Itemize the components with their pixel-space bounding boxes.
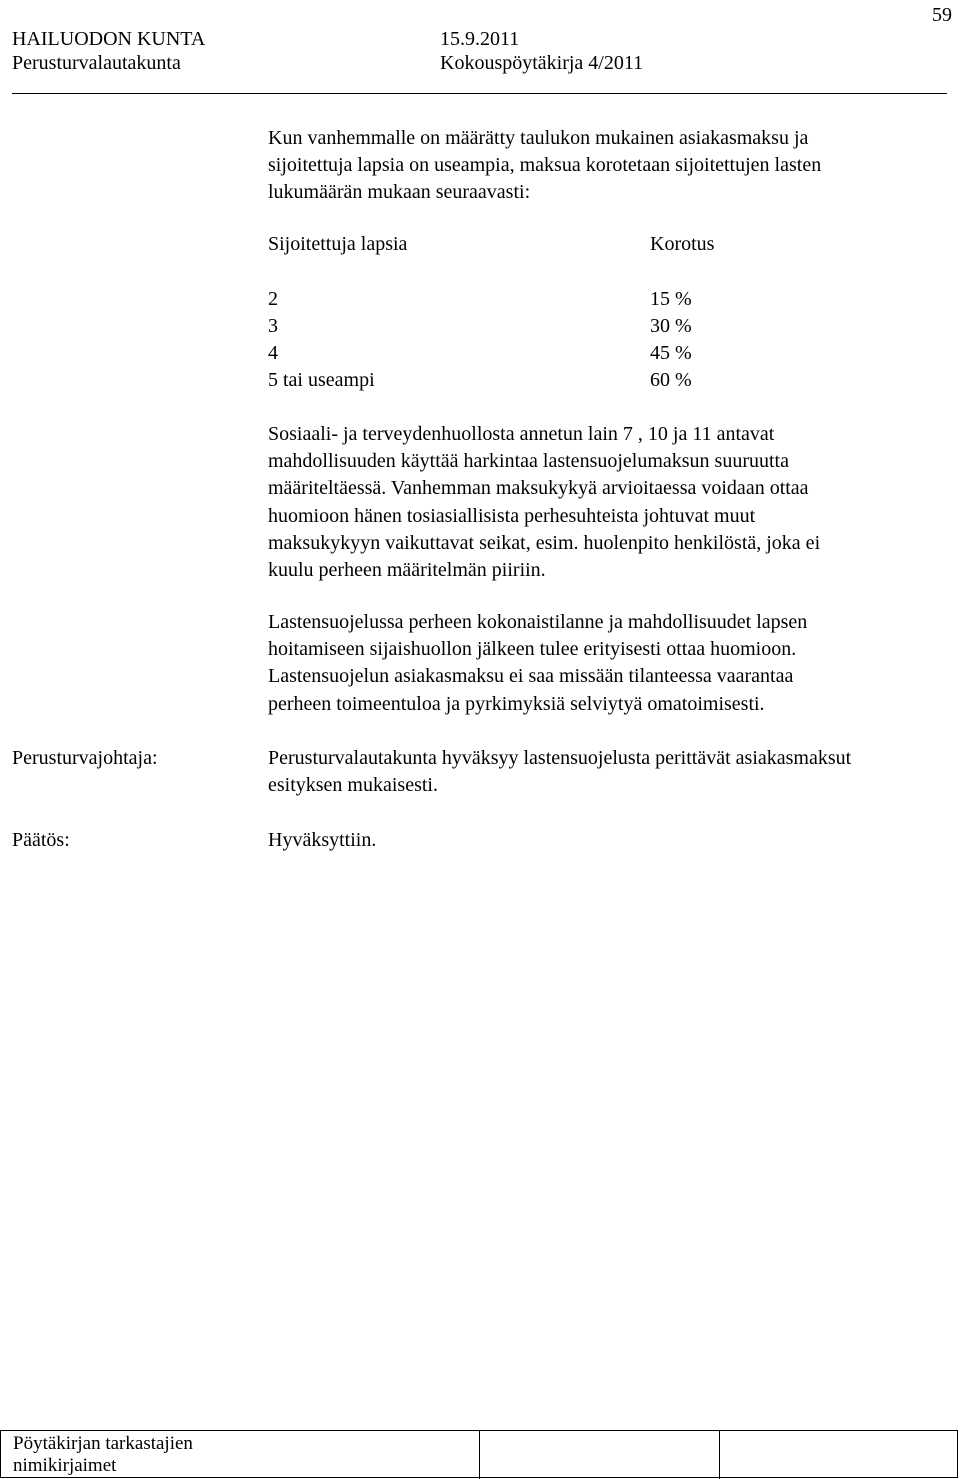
table-cell: 2 [268,288,278,310]
table-cell: 60 % [650,369,692,391]
table-cell: 45 % [650,342,692,364]
paragraph-line: Sosiaali- ja terveydenhuollosta annetun lain 7 , 10 ja 11 antavat [268,423,775,445]
paragraph-child-welfare [268,609,948,718]
header-date: 15.9.2011 [440,28,520,50]
table-cell: 30 % [650,315,692,337]
decision-line: Hyväksyttiin. [268,829,377,851]
proposal-label: Perusturvajohtaja: [12,747,158,769]
table-cell: 4 [268,342,278,364]
table-header-children: Sijoitettuja lapsia [268,233,408,255]
table-cell: 15 % [650,288,692,310]
table-cell: 3 [268,315,278,337]
paragraph-line: maksukykyyn vaikuttavat seikat, esim. huolenpito henkilöstä, joka ei [268,531,821,554]
header-document: Kokouspöytäkirja 4/2011 [440,52,644,74]
footer-initials-box [0,1430,958,1478]
paragraph-line: huomioon hänen tosiasiallisista perhesuhteista johtuvat muut [268,504,756,527]
decision-text [268,827,948,854]
footer-label-line: Pöytäkirjan tarkastajien [13,1433,193,1454]
header-municipality: HAILUODON KUNTA [12,28,206,50]
proposal-text [268,745,948,799]
intro-paragraph [268,125,948,207]
table-row [268,367,692,394]
decision-label: Päätös: [12,829,70,851]
page-number: 59 [932,4,952,26]
initials-cell-divider [479,1431,480,1479]
paragraph-legal-basis [268,421,948,584]
proposal-line: Perusturvalautakunta hyväksyy lastensuojelusta perittävät asiakasmaksut [268,747,852,769]
table-row [268,340,692,367]
table-row [268,313,692,340]
paragraph-line: Lastensuojelussa perheen kokonaistilanne ja mahdollisuudet lapsen [268,611,808,633]
paragraph-line: Lastensuojelun asiakasmaksu ei saa missään tilanteessa vaarantaa [268,665,794,688]
paragraph-line: perheen toimeentuloa ja pyrkimyksiä selviytyä omatoimisesti. [268,692,765,715]
paragraph-line: mahdollisuuden käyttää harkintaa lastensuojelumaksun suuruutta [268,450,789,473]
footer-label [13,1433,193,1477]
header-rule [12,93,947,94]
intro-line: Kun vanhemmalle on määrätty taulukon mukainen asiakasmaksu ja [268,127,809,149]
paragraph-line: hoitamiseen sijaishuollon jälkeen tulee erityisesti ottaa huomioon. [268,638,797,661]
intro-line: sijoitettuja lapsia on useampia, maksua korotetaan sijoitettujen lasten [268,154,822,177]
intro-line: lukumäärän mukaan seuraavasti: [268,181,531,204]
footer-label-line: nimikirjaimet [13,1455,117,1476]
table-cell: 5 tai useampi [268,369,375,391]
proposal-line: esityksen mukaisesti. [268,774,438,797]
table-header [268,231,715,258]
table-row [268,286,692,313]
table-header-increase: Korotus [650,233,715,255]
paragraph-line: kuulu perheen määritelmän piiriin. [268,559,546,582]
paragraph-line: määriteltäessä. Vanhemman maksukykyä arvioitaessa voidaan ottaa [268,477,809,500]
header-committee: Perusturvalautakunta [12,52,181,74]
initials-cell-divider [719,1431,720,1479]
